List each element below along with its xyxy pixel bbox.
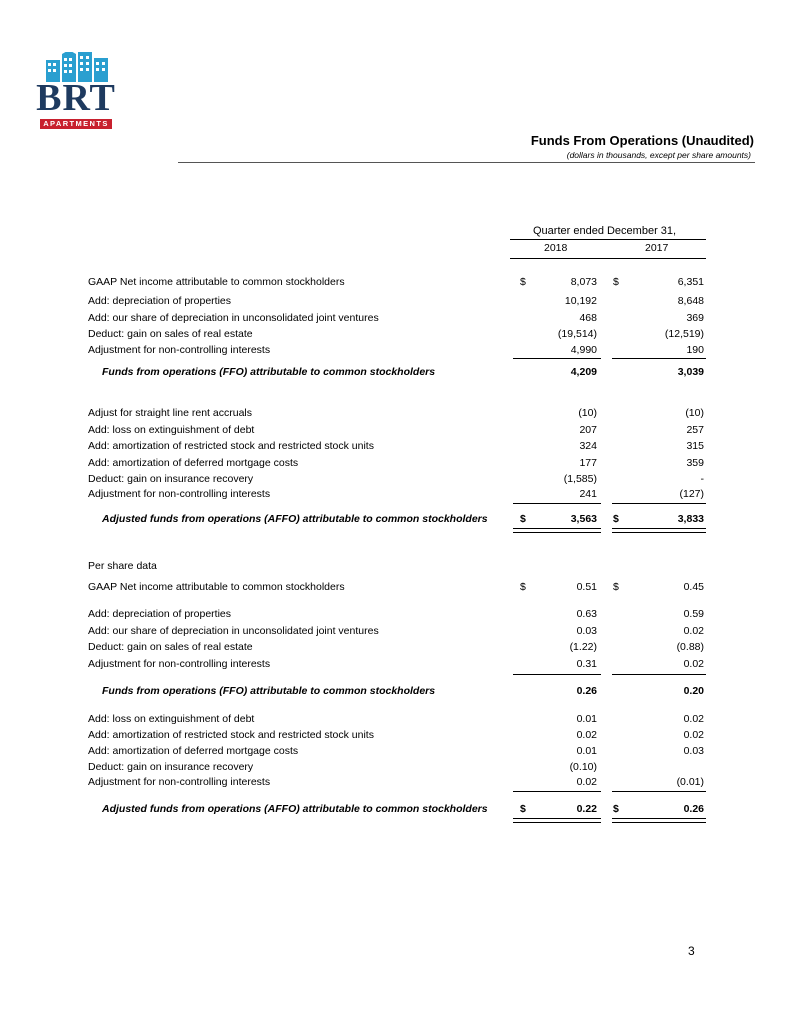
currency-symbol: $ bbox=[520, 803, 526, 815]
value-2017: 257 bbox=[686, 424, 704, 436]
value-2017: (10) bbox=[685, 407, 704, 419]
subtotal-rule bbox=[612, 503, 706, 504]
subtotal-rule bbox=[612, 791, 706, 792]
value-2018: 4,209 bbox=[570, 366, 597, 378]
table-row bbox=[88, 294, 708, 309]
value-2018: 10,192 bbox=[564, 295, 597, 307]
value-2018: 0.51 bbox=[576, 581, 597, 593]
column-header-2018: 2018 bbox=[544, 242, 568, 254]
table-row bbox=[88, 423, 708, 438]
total-double-rule bbox=[513, 528, 601, 533]
row-label: Add: amortization of restricted stock and restricted stock units bbox=[88, 729, 374, 741]
table-row bbox=[88, 343, 708, 358]
title-divider bbox=[178, 162, 755, 163]
subtotal-rule bbox=[513, 503, 601, 504]
row-label: Adjustment for non-controlling interests bbox=[88, 776, 271, 788]
row-label: Adjustment for non-controlling interests bbox=[88, 658, 271, 670]
table-row bbox=[88, 580, 708, 595]
value-2017: 359 bbox=[686, 457, 704, 469]
value-2017: 369 bbox=[686, 312, 704, 324]
document-title: Funds From Operations (Unaudited) bbox=[530, 133, 754, 148]
row-label: Add: our share of depreciation in unconsolidated joint ventures bbox=[88, 625, 379, 637]
table-row bbox=[88, 607, 708, 622]
value-2018: 3,563 bbox=[570, 513, 597, 525]
row-label: Funds from operations (FFO) attributable to common stockholders bbox=[102, 685, 436, 697]
period-header-rule bbox=[510, 239, 706, 240]
table-row bbox=[88, 640, 708, 655]
row-label: Adjust for straight line rent accruals bbox=[88, 407, 252, 419]
value-2018: 0.02 bbox=[576, 776, 597, 788]
page-number: 3 bbox=[688, 944, 695, 958]
value-2017: 0.02 bbox=[683, 729, 704, 741]
table-row bbox=[88, 311, 708, 326]
period-header: Quarter ended December 31, bbox=[533, 225, 677, 237]
value-2018: 0.03 bbox=[576, 625, 597, 637]
row-label: Add: amortization of deferred mortgage costs bbox=[88, 457, 299, 469]
value-2018: 0.02 bbox=[576, 729, 597, 741]
value-2017: 0.45 bbox=[683, 581, 704, 593]
value-2018: (0.10) bbox=[569, 761, 597, 773]
document-subtitle: (dollars in thousands, except per share amounts) bbox=[566, 150, 751, 160]
value-2018: 8,073 bbox=[570, 276, 597, 288]
subtotal-rule bbox=[513, 791, 601, 792]
value-2017: 3,833 bbox=[677, 513, 704, 525]
value-2017: 315 bbox=[686, 440, 704, 452]
value-2018: 324 bbox=[579, 440, 597, 452]
table-row-total bbox=[88, 365, 708, 380]
row-label: Adjustment for non-controlling interests bbox=[88, 344, 271, 356]
column-header-2017: 2017 bbox=[645, 242, 669, 254]
logo-tagline: APARTMENTS bbox=[40, 119, 112, 129]
value-2018: (1.22) bbox=[569, 641, 597, 653]
value-2018: 0.63 bbox=[576, 608, 597, 620]
value-2018: 207 bbox=[579, 424, 597, 436]
row-label: Funds from operations (FFO) attributable to common stockholders bbox=[102, 366, 436, 378]
row-label: GAAP Net income attributable to common stockholders bbox=[88, 276, 345, 288]
row-label: Deduct: gain on sales of real estate bbox=[88, 328, 253, 340]
row-label: Add: depreciation of properties bbox=[88, 608, 232, 620]
row-label: Adjustment for non-controlling interests bbox=[88, 488, 271, 500]
table-row bbox=[88, 487, 708, 502]
currency-symbol: $ bbox=[613, 803, 619, 815]
row-label: Add: our share of depreciation in unconsolidated joint ventures bbox=[88, 312, 379, 324]
value-2017: 6,351 bbox=[677, 276, 704, 288]
value-2017: 0.03 bbox=[683, 745, 704, 757]
total-double-rule bbox=[612, 818, 706, 823]
table-row bbox=[88, 624, 708, 639]
row-label: Add: amortization of restricted stock and restricted stock units bbox=[88, 440, 374, 452]
row-label: GAAP Net income attributable to common stockholders bbox=[88, 581, 345, 593]
table-row bbox=[88, 439, 708, 454]
value-2017: (0.01) bbox=[676, 776, 704, 788]
value-2017: - bbox=[700, 473, 704, 485]
value-2018: 0.22 bbox=[576, 803, 597, 815]
table-row bbox=[88, 456, 708, 471]
subtotal-rule bbox=[513, 358, 601, 359]
value-2017: 0.02 bbox=[683, 625, 704, 637]
total-double-rule bbox=[513, 818, 601, 823]
value-2018: 0.31 bbox=[576, 658, 597, 670]
row-label: Deduct: gain on insurance recovery bbox=[88, 761, 254, 773]
row-label: Deduct: gain on insurance recovery bbox=[88, 473, 254, 485]
subtotal-rule bbox=[612, 674, 706, 675]
logo-wordmark: BRT bbox=[36, 77, 116, 119]
currency-symbol: $ bbox=[520, 581, 526, 593]
row-label: Deduct: gain on sales of real estate bbox=[88, 641, 253, 653]
value-2018: 468 bbox=[579, 312, 597, 324]
table-row bbox=[88, 472, 708, 487]
table-row bbox=[88, 406, 708, 421]
value-2017: 0.02 bbox=[683, 658, 704, 670]
value-2017: 8,648 bbox=[677, 295, 704, 307]
row-label: Add: amortization of deferred mortgage costs bbox=[88, 745, 299, 757]
subtotal-rule bbox=[513, 674, 601, 675]
total-double-rule bbox=[612, 528, 706, 533]
brt-logo bbox=[36, 52, 116, 132]
value-2018: 177 bbox=[579, 457, 597, 469]
value-2018: 0.01 bbox=[576, 745, 597, 757]
subtotal-rule bbox=[612, 358, 706, 359]
table-row bbox=[88, 775, 708, 790]
value-2018: 0.26 bbox=[576, 685, 597, 697]
value-2017: 190 bbox=[686, 344, 704, 356]
value-2017: 0.59 bbox=[683, 608, 704, 620]
value-2018: (10) bbox=[578, 407, 597, 419]
value-2018: (1,585) bbox=[563, 473, 597, 485]
table-row-total bbox=[88, 512, 708, 527]
value-2018: 241 bbox=[579, 488, 597, 500]
table-row bbox=[88, 657, 708, 672]
currency-symbol: $ bbox=[613, 276, 619, 288]
value-2017: (0.88) bbox=[676, 641, 704, 653]
table-row-total bbox=[88, 684, 708, 699]
column-header-rule bbox=[510, 258, 706, 259]
currency-symbol: $ bbox=[520, 276, 526, 288]
value-2017: 0.02 bbox=[683, 713, 704, 725]
table-row bbox=[88, 760, 708, 775]
table-row-total bbox=[88, 802, 708, 817]
value-2018: 0.01 bbox=[576, 713, 597, 725]
table-row bbox=[88, 728, 708, 743]
table-row bbox=[88, 327, 708, 342]
value-2017: 0.26 bbox=[683, 803, 704, 815]
value-2017: 3,039 bbox=[677, 366, 704, 378]
row-label: Adjusted funds from operations (AFFO) attributable to common stockholders bbox=[102, 803, 488, 815]
value-2018: 4,990 bbox=[570, 344, 597, 356]
table-row bbox=[88, 744, 708, 759]
table-row bbox=[88, 712, 708, 727]
value-2017: (127) bbox=[679, 488, 704, 500]
row-label: Add: depreciation of properties bbox=[88, 295, 232, 307]
value-2018: (19,514) bbox=[557, 328, 597, 340]
currency-symbol: $ bbox=[520, 513, 526, 525]
row-label: Adjusted funds from operations (AFFO) attributable to common stockholders bbox=[102, 513, 488, 525]
row-label: Add: loss on extinguishment of debt bbox=[88, 424, 255, 436]
row-label: Add: loss on extinguishment of debt bbox=[88, 713, 255, 725]
currency-symbol: $ bbox=[613, 581, 619, 593]
value-2017: (12,519) bbox=[664, 328, 704, 340]
currency-symbol: $ bbox=[613, 513, 619, 525]
value-2017: 0.20 bbox=[683, 685, 704, 697]
table-row bbox=[88, 275, 708, 290]
section-heading: Per share data bbox=[88, 560, 157, 572]
